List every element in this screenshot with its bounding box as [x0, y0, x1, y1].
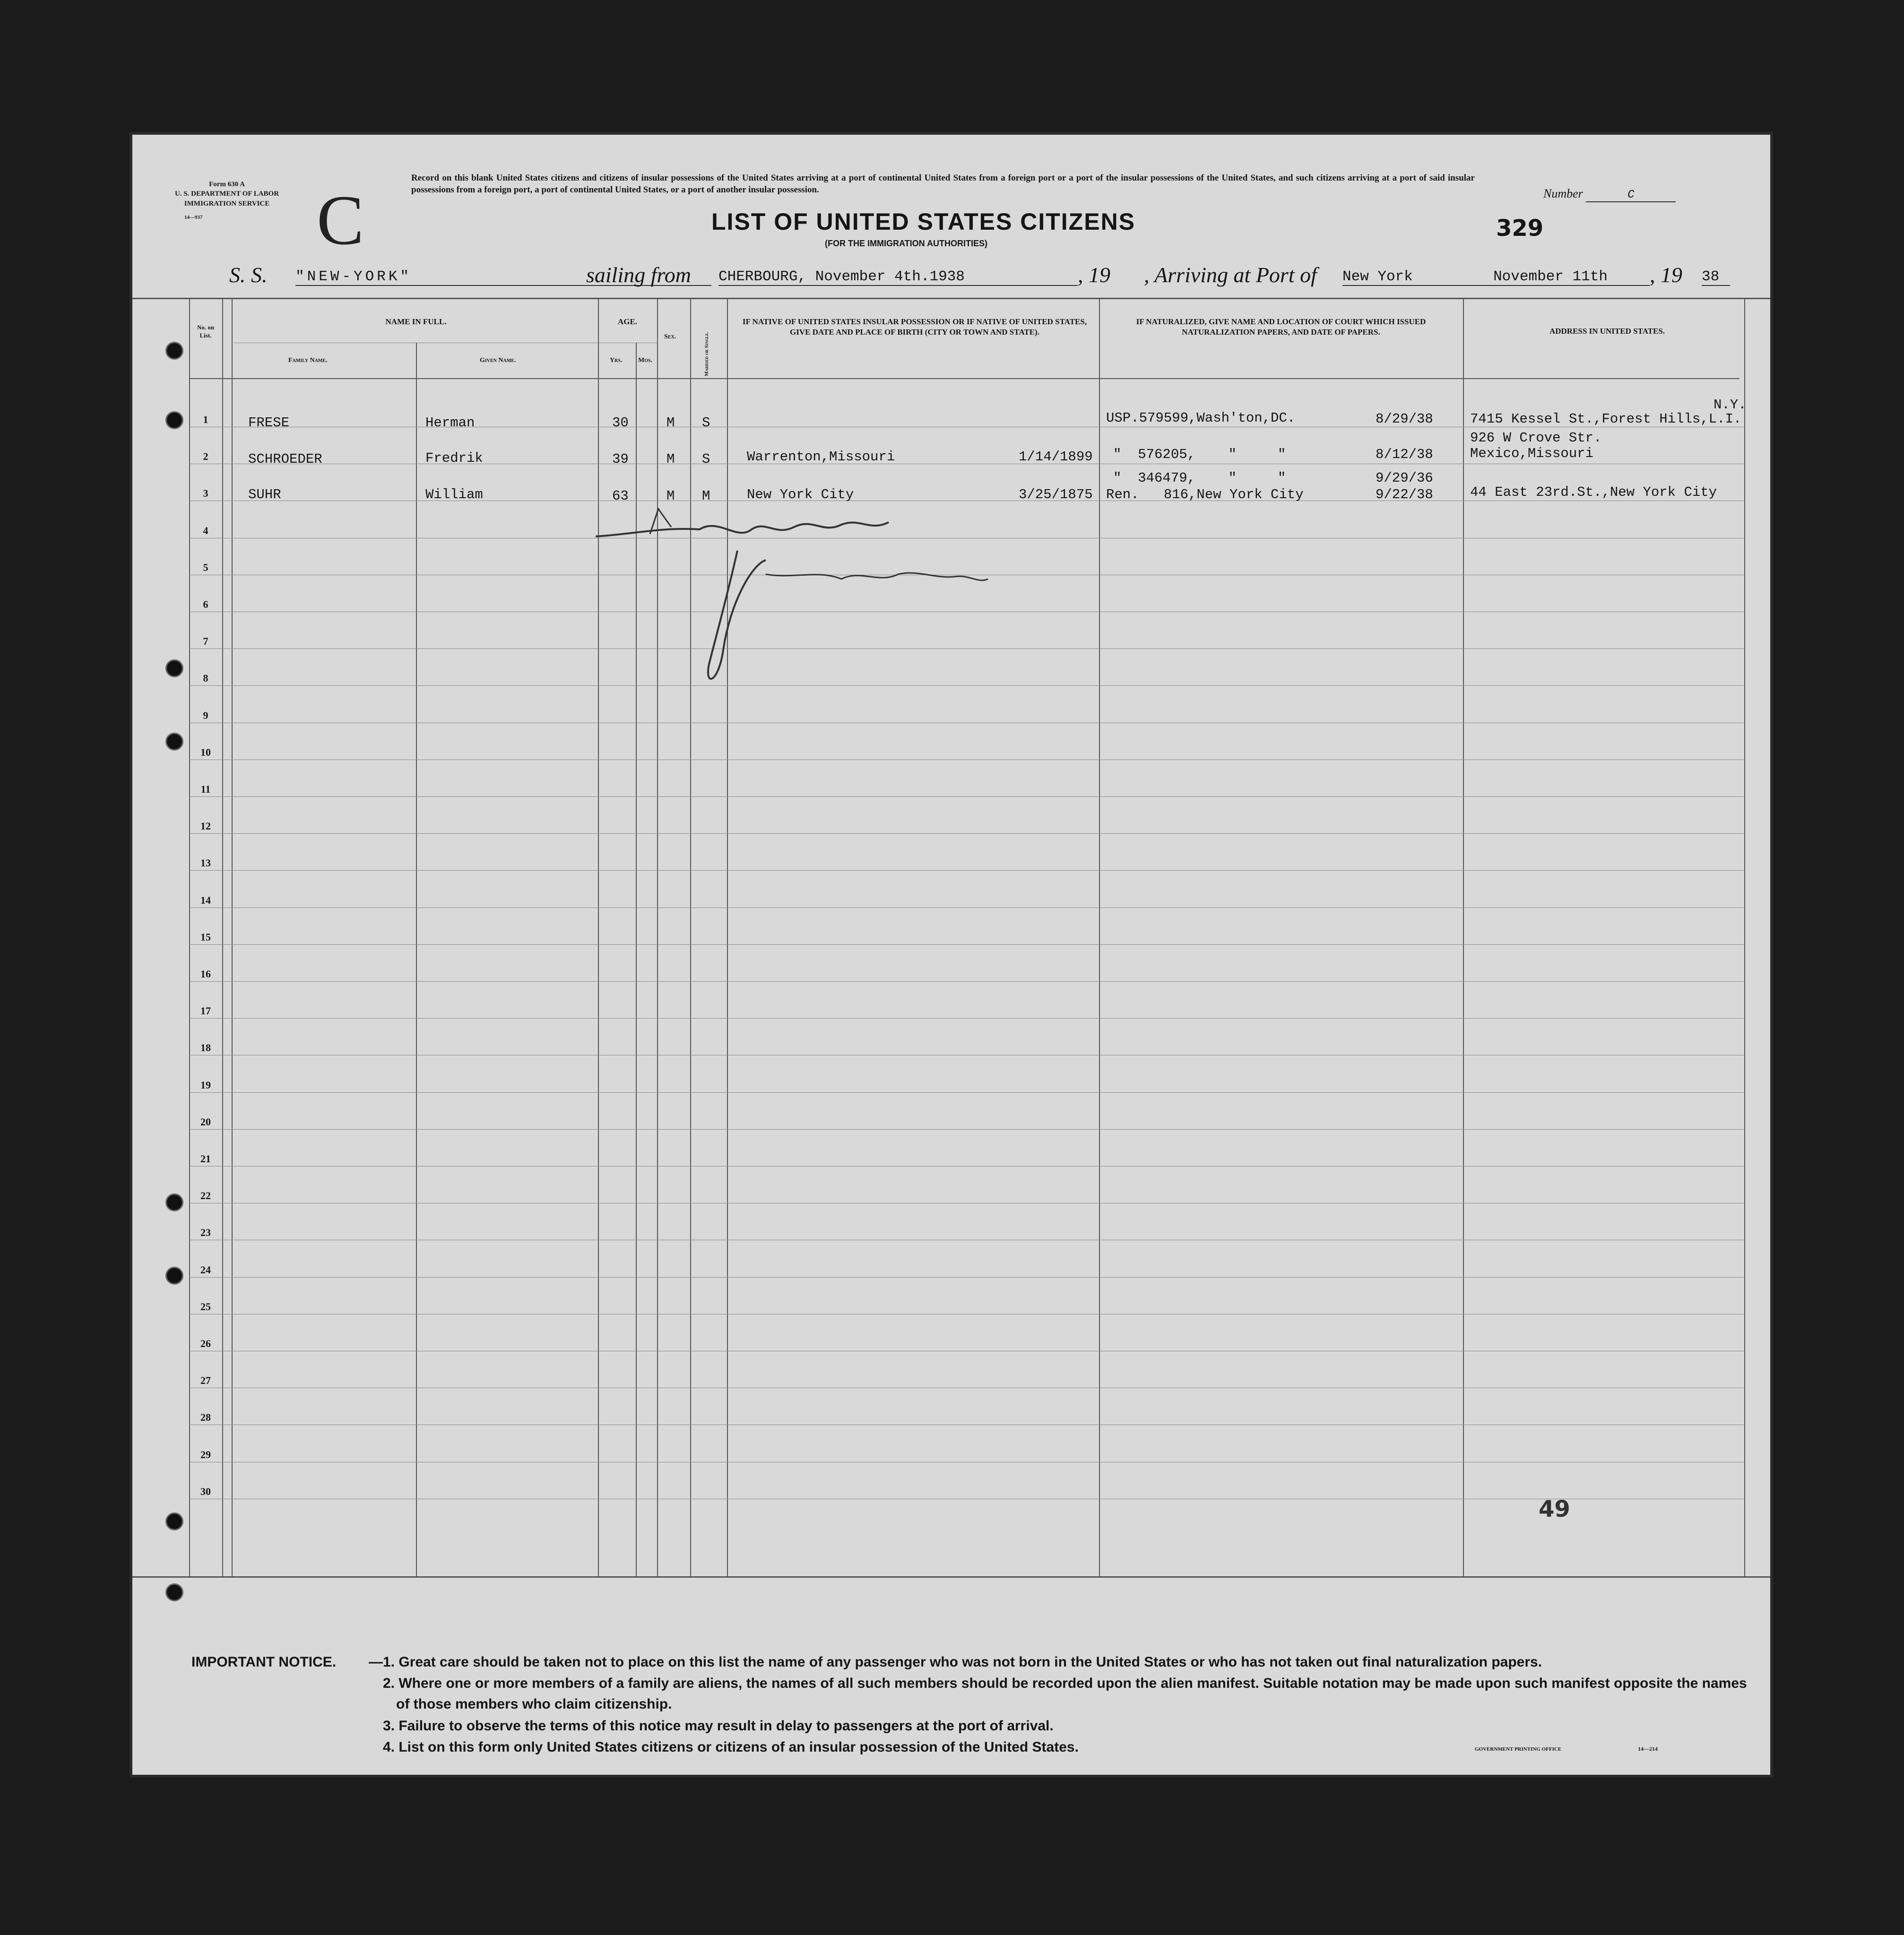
col-header-age: AGE.	[617, 317, 638, 326]
row-number: 4	[203, 524, 208, 536]
punch-hole	[165, 659, 183, 677]
sailing-label: sailing from	[586, 263, 691, 287]
service-label: IMMIGRATION SERVICE	[184, 199, 270, 207]
col-divider	[1463, 298, 1464, 1576]
row2-yrs: 39	[612, 451, 629, 467]
arrival-year: 38	[1702, 268, 1730, 286]
row-rule-line	[189, 981, 1744, 982]
department-label: U. S. DEPARTMENT OF LABOR	[175, 190, 279, 198]
number-label: Number	[1543, 187, 1583, 200]
ss-label: S. S.	[229, 263, 268, 287]
row-number: 20	[200, 1115, 211, 1128]
col-divider	[1099, 298, 1100, 1576]
row3-given: William	[425, 487, 483, 502]
row2-address: Mexico,Missouri	[1470, 446, 1594, 461]
number-field	[1543, 187, 1676, 202]
row-rule-line	[189, 1129, 1744, 1130]
row2-address-extra: 926 W Crove Str.	[1470, 430, 1602, 446]
form-subtitle: (FOR THE IMMIGRATION AUTHORITIES)	[825, 239, 987, 248]
row-number: 25	[200, 1300, 211, 1313]
signature-stroke	[708, 551, 766, 679]
row-rule-line	[189, 1018, 1744, 1019]
punch-hole	[165, 1193, 183, 1211]
col-divider	[232, 298, 233, 1576]
row-rule-line	[189, 796, 1744, 797]
col-header-sex: Sex.	[664, 333, 676, 340]
row-number: 12	[200, 820, 211, 832]
row3-yrs: 63	[612, 488, 629, 504]
col-header-no: No. on List.	[197, 324, 215, 339]
row-number: 21	[200, 1153, 211, 1165]
row1-address: 7415 Kessel St.,Forest Hills,L.I.	[1470, 411, 1742, 427]
row2-marital: S	[702, 451, 710, 467]
punch-hole	[165, 1267, 183, 1285]
row-number: 13	[200, 857, 211, 869]
row1-yrs: 30	[612, 415, 629, 431]
row3-address: 44 East 23rd.St.,New York City	[1470, 484, 1717, 500]
punch-hole	[165, 411, 183, 429]
col-divider	[222, 298, 223, 1576]
row-rule-line	[189, 1092, 1744, 1093]
header-bottom-border	[189, 378, 1740, 379]
punch-hole	[165, 733, 183, 751]
row-number: 9	[203, 709, 208, 721]
row-number: 11	[200, 783, 211, 795]
row-number: 22	[200, 1190, 211, 1202]
row-number: 2	[203, 450, 208, 463]
notice-item-1: —1. Great care should be taken not to place on this list the name of any passenger who was not born in the United States or who has not taken out final naturalization papers.	[369, 1654, 1542, 1670]
table-bottom-border	[132, 1576, 1770, 1578]
arriving-label: , Arriving at Port of	[1144, 263, 1317, 287]
row3-nat-date: 9/29/36	[1376, 470, 1433, 486]
row-number: 1	[203, 414, 208, 425]
row3-sex: M	[666, 488, 675, 504]
row-number: 26	[200, 1338, 211, 1349]
row-number: 23	[200, 1227, 211, 1239]
notice-item-2: 2. Where one or more members of a family are aliens, the names of all such members should be recorded upon the alien manifest. Suitable notation may be made upon such manifest opposite the names of those members who claim citizenship.	[383, 1676, 1747, 1712]
row-number: 27	[200, 1374, 211, 1387]
col-divider	[727, 298, 728, 1576]
row-number: 10	[200, 746, 211, 758]
handwritten-signatures	[596, 508, 1163, 777]
row3-nat-date-2: 9/22/38	[1376, 487, 1433, 502]
row-number: 5	[203, 561, 208, 573]
page-number-stamp: 49	[1539, 1496, 1570, 1522]
col-header-name: NAME IN FULL.	[385, 317, 447, 326]
printer-mark: GOVERNMENT PRINTING OFFICE	[1475, 1746, 1562, 1752]
col-divider	[416, 343, 417, 1576]
row3-birth-place: New York City	[747, 487, 854, 502]
row2-birth-place: Warrenton,Missouri	[747, 449, 895, 465]
row-number: 8	[203, 672, 208, 684]
col-header-married: Married or Single.	[704, 331, 710, 376]
notice-item-4: 4. List on this form only United States citizens or citizens of an insular possession of the United States.	[383, 1739, 1079, 1755]
form-number: Form 630 A	[209, 181, 245, 188]
row1-nat-court: USP.579599,Wash'ton,DC.	[1106, 410, 1296, 426]
col-divider	[657, 298, 658, 1576]
row2-birth-date: 1/14/1899	[1019, 449, 1093, 465]
row1-address-extra: N.Y.	[1714, 397, 1747, 413]
row2-nat-date: 8/12/38	[1376, 447, 1433, 462]
row-number: 28	[200, 1411, 211, 1424]
col-header-family: Family Name.	[288, 357, 328, 364]
row3-nat-court: " 346479, " "	[1113, 470, 1286, 486]
col-header-birth: IF NATIVE OF UNITED STATES INSULAR POSSESSION OR IF NATIVE OF UNITED STATES, GIVE DATE AND PLACE OF BIRTH (CITY OR TOWN AND STATE).	[742, 317, 1087, 337]
punch-hole	[165, 1583, 183, 1601]
sailing-from: CHERBOURG, November 4th.1938	[718, 268, 1078, 286]
punch-hole	[165, 1512, 183, 1530]
row-number: 14	[200, 894, 211, 906]
row-rule-line	[189, 833, 1744, 834]
row-number: 3	[203, 487, 208, 500]
row1-nat-date: 8/29/38	[1376, 411, 1433, 427]
form-header-left	[175, 180, 279, 221]
col-divider	[690, 298, 691, 1576]
row-rule-line	[189, 870, 1744, 871]
row-rule-line	[189, 907, 1744, 908]
row2-sex: M	[666, 451, 675, 467]
row1-marital: S	[702, 415, 710, 431]
arrival-date: November 11th	[1451, 268, 1650, 286]
row-number: 19	[200, 1079, 211, 1091]
table-top-border	[132, 298, 1770, 299]
row3-nat-court-2: Ren. 816,New York City	[1106, 487, 1304, 502]
row2-family: SCHROEDER	[248, 451, 322, 467]
printer-code: 14—214	[1638, 1745, 1658, 1752]
row1-family: FRESE	[248, 415, 290, 431]
notice-item-3: 3. Failure to observe the terms of this notice may result in delay to passengers at the port of arrival.	[383, 1718, 1054, 1734]
row-number: 18	[200, 1042, 211, 1054]
year-label-2: , 19	[1650, 263, 1682, 287]
ship-name: "NEW-YORK"	[295, 268, 711, 286]
manifest-sheet	[132, 135, 1770, 1775]
row-rule-line	[189, 1277, 1744, 1278]
row-number: 16	[200, 968, 211, 980]
row-number: 29	[200, 1448, 211, 1460]
row2-given: Fredrik	[425, 450, 483, 466]
year-label-1: , 19	[1078, 263, 1110, 287]
col-header-naturalized: IF NATURALIZED, GIVE NAME AND LOCATION OF COURT WHICH ISSUED NATURALIZATION PAPERS, AND DATE OF PAPERS.	[1136, 317, 1426, 337]
signature-stroke	[596, 522, 889, 536]
form-title: LIST OF UNITED STATES CITIZENS	[711, 208, 1136, 235]
col-divider	[598, 298, 599, 1576]
punch-hole	[165, 342, 183, 360]
row3-family: SUHR	[248, 487, 281, 502]
col-divider	[1744, 298, 1745, 1576]
handwritten-letter-c: C	[317, 181, 364, 259]
col-header-mos: Mos.	[638, 357, 653, 364]
signature-stroke	[766, 573, 988, 580]
notice-label: IMPORTANT NOTICE.	[191, 1654, 337, 1670]
row-number: 24	[200, 1263, 211, 1276]
form-instructions: Record on this blank United States citizens and citizens of insular possessions of the United States arriving at a port of continental United States from a foreign port or a port of the insular possessions of the United States, and such citizens arriving at a port of said insular possessions from a foreign port, a port of continental United States, or a port of another insular possession.	[411, 173, 1475, 195]
stamp-number: 329	[1496, 215, 1544, 242]
col-header-yrs: Yrs.	[610, 357, 623, 364]
form-code: 14—937	[184, 214, 203, 220]
row-number: 7	[203, 635, 208, 648]
row-number: 15	[200, 931, 211, 943]
row-rule-line	[189, 944, 1744, 945]
row2-nat-court: " 576205, " "	[1113, 447, 1286, 462]
row-number: 6	[203, 598, 208, 610]
row3-marital: M	[702, 488, 710, 504]
number-value: C	[1586, 189, 1676, 202]
row-number: 17	[200, 1005, 211, 1017]
row-number: 30	[200, 1485, 211, 1497]
row1-given: Herman	[425, 415, 475, 431]
row3-birth-date: 3/25/1875	[1019, 487, 1093, 502]
col-header-given: Given Name.	[480, 357, 516, 364]
col-header-address: ADDRESS IN UNITED STATES.	[1549, 327, 1665, 336]
arrival-port: New York	[1342, 268, 1451, 286]
row1-sex: M	[666, 415, 675, 431]
